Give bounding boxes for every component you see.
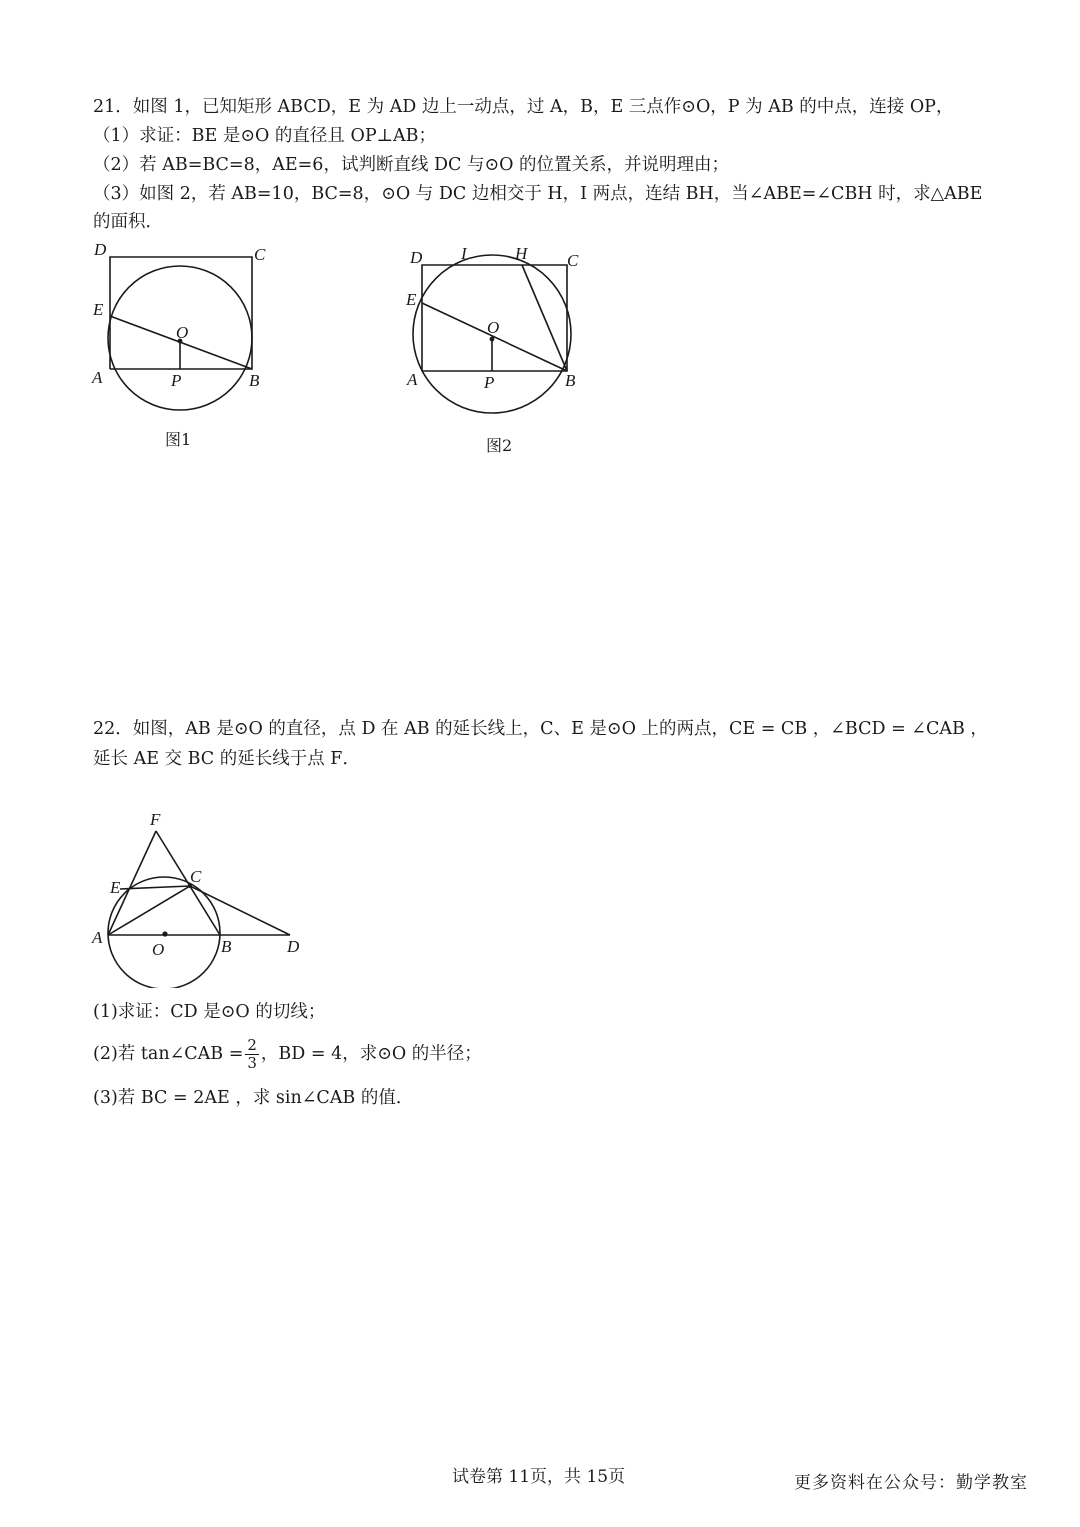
q22-stem-cont: 延长 AE 交 BC 的延长线于点 F．: [93, 749, 360, 769]
q22-figure: [88, 803, 318, 988]
q22-part2-pre: (2)若 tan∠CAB =: [93, 1044, 244, 1064]
label-d: D: [94, 240, 107, 259]
label-e: E: [406, 290, 417, 309]
segment-be: [422, 303, 567, 371]
label-b: B: [221, 937, 232, 956]
watermark: 更多资料在公众号：勤学教室: [794, 1473, 1028, 1493]
label-e: E: [93, 300, 104, 319]
fraction-two-thirds: [245, 1037, 259, 1072]
label-e: E: [110, 878, 121, 897]
fraction-denominator: 3: [247, 1054, 257, 1072]
label-o: O: [176, 323, 189, 342]
label-d: D: [410, 248, 423, 267]
label-f: F: [150, 810, 161, 829]
q21-part3: （3）如图 2，若 AB=10，BC=8，⊙O 与 DC 边相交于 H，I 两点，连结 BH，当∠ABE=∠CBH 时，求△ABE: [93, 184, 983, 204]
q21-part1: （1）求证：BE 是⊙O 的直径且 OP⊥AB；: [93, 126, 437, 146]
label-o: O: [152, 940, 165, 959]
figure-1-caption: 图1: [165, 430, 192, 449]
label-a: A: [407, 370, 418, 389]
q22-part1: (1)求证：CD 是⊙O 的切线；: [93, 1002, 326, 1022]
q21-part2: （2）若 AB=BC=8，AE=6，试判断直线 DC 与⊙O 的位置关系，并说明理由；: [93, 155, 730, 175]
fraction-numerator: 2: [247, 1036, 257, 1054]
q22-part2-post: ，BD = 4，求⊙O 的半径；: [260, 1044, 482, 1064]
q21-figure-2: [402, 238, 602, 438]
q22-stem: 22．如图，AB 是⊙O 的直径，点 D 在 AB 的延长线上，C、E 是⊙O 上的两点，CE = CB ，∠BCD = ∠CAB ，: [93, 719, 988, 739]
q21-figure-1: [88, 238, 278, 438]
point-o: [162, 931, 167, 936]
rectangle-abcd: [110, 257, 252, 369]
q21-part3-cont: 的面积．: [93, 212, 163, 232]
label-a: A: [92, 368, 103, 387]
figure-2-caption: 图2: [486, 436, 513, 455]
q22-part3: (3)若 BC = 2AE ，求 sin∠CAB 的值．: [93, 1088, 414, 1108]
segment-bh: [522, 265, 567, 371]
label-b: B: [249, 371, 260, 390]
label-p: P: [484, 373, 495, 392]
label-h: H: [515, 244, 528, 263]
label-a: A: [92, 928, 103, 947]
label-d: D: [287, 937, 300, 956]
label-o: O: [487, 318, 500, 337]
label-b: B: [565, 371, 576, 390]
label-c: C: [567, 251, 579, 270]
q22-part2: [93, 1034, 482, 1074]
label-c: C: [190, 867, 202, 886]
point-o: [490, 337, 495, 342]
label-p: P: [171, 371, 182, 390]
page-number: 试卷第 11页，共 15页: [452, 1467, 626, 1487]
label-c: C: [254, 245, 266, 264]
q21-stem: 21．如图 1，已知矩形 ABCD，E 为 AD 边上一动点，过 A，B，E 三点作⊙O，P 为 AB 的中点，连接 OP，: [93, 97, 954, 117]
line-bf: [156, 831, 220, 935]
label-i: I: [461, 244, 467, 263]
